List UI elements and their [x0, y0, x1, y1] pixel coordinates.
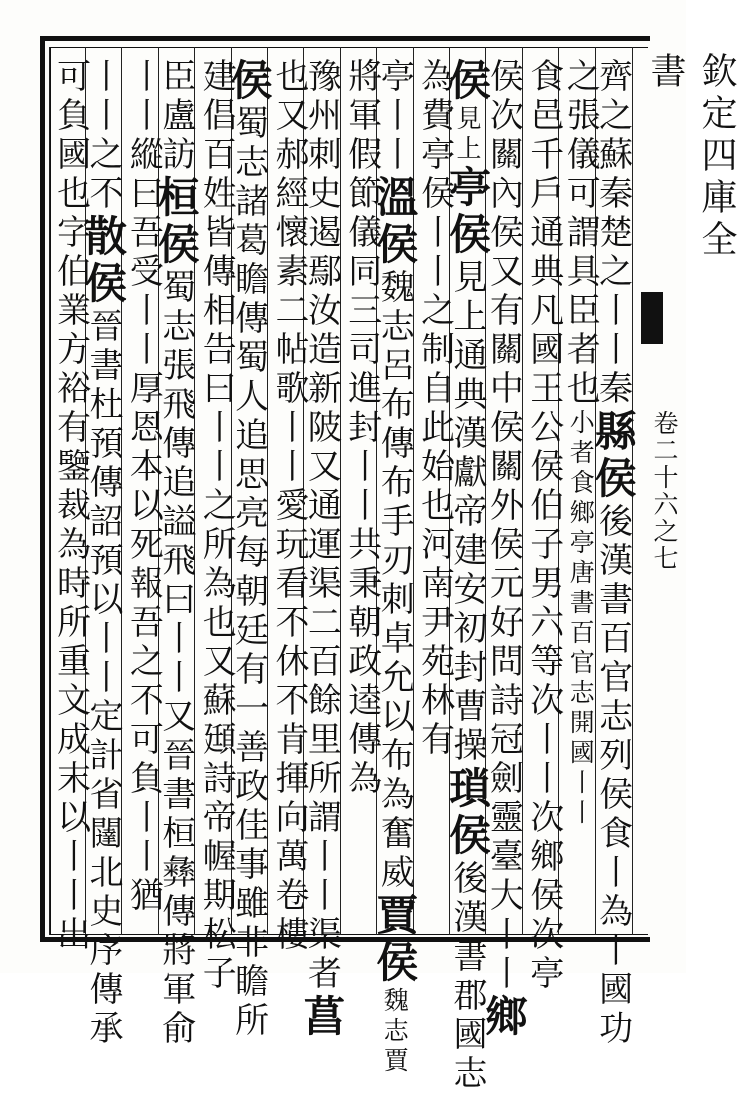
text-segment: 蜀志張飛傳追謚飛曰丨丨又晉書桓彝傳將軍俞	[155, 269, 196, 1049]
text-segment: 丨丨之不	[83, 58, 123, 214]
text-column	[268, 58, 309, 955]
text-segment: 魏志呂布傳布手刃刺卓允以布為奮威	[374, 269, 415, 893]
headword: 亭侯	[443, 165, 492, 259]
text-segment: 齊之蘇秦楚之	[592, 58, 633, 292]
headword: 侯	[224, 58, 274, 105]
text-segment: 亭	[374, 58, 415, 97]
text-segment: 之張儀可謂具臣者也	[560, 58, 601, 409]
text-segment: 後漢書百官志列侯食丨為丨國功	[592, 503, 633, 1049]
headword: 瑣侯	[443, 766, 492, 860]
text-segment: 縱曰吾受丨丨厚恩本以死報吾之不可負丨丨猶	[123, 136, 164, 916]
note-text: 小者食鄉亭唐書百官志開國丨丨	[566, 409, 596, 829]
text-segment: 食邑千戶通典凡國王公侯伯子男六等次丨丨次鄉侯次亭	[523, 58, 564, 994]
text-segment: 晉書杜預傳詔預以丨丨定計省闥北史序傳承	[83, 308, 123, 1049]
text-segment: 侯次關內侯又有關中侯關外侯元好問詩冠劍靈臺大丨丨	[483, 58, 524, 994]
text-segment: 秦	[592, 370, 633, 409]
text-column	[341, 58, 382, 926]
text-segment: 丨丨	[592, 292, 633, 370]
text-column	[559, 58, 601, 926]
text-column	[479, 58, 529, 1041]
text-column	[370, 58, 420, 1077]
fishtail-mark	[641, 292, 663, 344]
text-segment: 丨丨	[374, 97, 415, 175]
text-column	[414, 58, 455, 926]
text-column	[79, 58, 128, 1049]
text-segment: 也又郝經懷素二帖歌丨丨愛玩看不休不肯揮向萬卷樓	[269, 58, 309, 955]
text-segment: 將軍假節儀同三司進封丨丨共秉朝政	[341, 58, 382, 682]
text-segment: 見上通典漢獻帝建安初封曹操	[447, 259, 487, 766]
headword: 菖	[297, 994, 347, 1041]
text-segment: 逵傳為	[341, 682, 382, 799]
text-segment: 臣盧訪	[155, 58, 196, 175]
text-segment: 蜀志諸葛瞻傳蜀人追思亮每朝廷有一善政佳事雖非瞻所	[228, 105, 269, 1041]
text-segment: 豫州刺史遏鄢汝造新陂又通運渠二百餘里所謂丨丨渠者	[301, 58, 342, 994]
text-column	[224, 58, 274, 1041]
text-segment: 後漢書郡國志	[447, 860, 487, 1094]
text-column	[588, 58, 638, 1049]
text-column	[151, 58, 201, 1049]
text-column	[50, 58, 91, 955]
note-text: 魏志賈	[380, 987, 410, 1077]
headword: 鄉	[479, 994, 529, 1041]
text-column	[523, 58, 564, 994]
text-segment: 為費亭侯丨丨之制自此始也	[414, 58, 455, 526]
text-column	[122, 58, 164, 926]
headword: 溫侯	[370, 175, 420, 269]
text-segment: 字伯業方裕有鑒裁為時所重文成末以丨丨出	[50, 214, 91, 955]
headword: 桓侯	[151, 175, 201, 269]
text-segment: 河南尹苑林有	[414, 526, 455, 760]
text-column	[443, 58, 492, 1094]
headword: 散侯	[79, 214, 128, 308]
margin-book-title: 欽定四庫全書	[645, 52, 737, 262]
headword: 縣侯	[588, 409, 638, 503]
text-column	[195, 58, 237, 994]
headword: 侯	[443, 58, 492, 105]
text-segment: 可負國也	[50, 58, 91, 214]
text-column	[297, 58, 347, 1041]
text-segment: 丨丨	[123, 58, 164, 136]
note-text: 見上	[453, 105, 482, 165]
text-segment: 建倡百姓皆傳相告曰丨丨之所為也又蘇頲詩帝幄期松子	[196, 58, 237, 994]
margin-juan-label: 卷二十六之七	[650, 410, 679, 572]
headword: 賈侯	[370, 893, 420, 987]
